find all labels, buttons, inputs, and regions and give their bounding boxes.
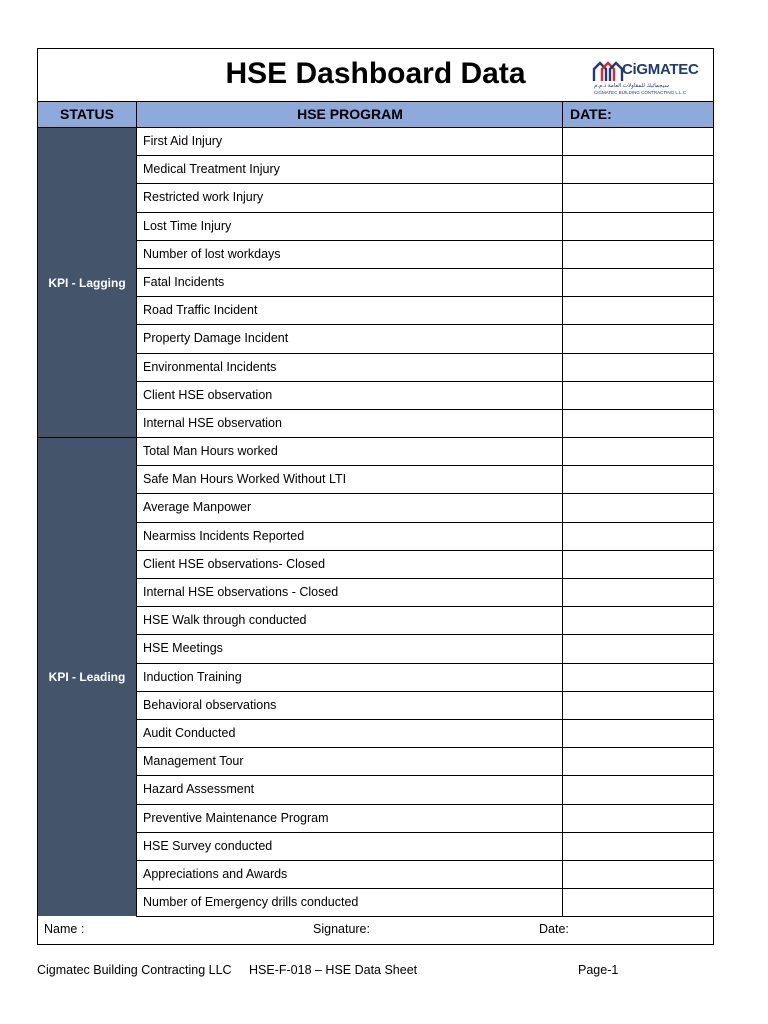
- table-row: [136, 269, 713, 297]
- status-cell-kpi-lagging: KPI - Lagging: [38, 128, 136, 438]
- header-status: STATUS: [60, 106, 114, 122]
- date-entry-cell[interactable]: [562, 494, 713, 521]
- hse-program-item: Lost Time Injury: [136, 213, 562, 240]
- date-entry-cell[interactable]: [562, 720, 713, 747]
- date-entry-cell[interactable]: [562, 833, 713, 860]
- signature-label: Signature:: [313, 922, 370, 936]
- table-header: [38, 101, 713, 128]
- table-row: [136, 551, 713, 579]
- date-entry-cell[interactable]: [562, 297, 713, 324]
- hse-program-item: Hazard Assessment: [136, 776, 562, 803]
- table-row: [136, 241, 713, 269]
- table-row: [136, 128, 713, 156]
- hse-data-sheet: [37, 48, 714, 945]
- footer-form-code: HSE-F-018 – HSE Data Sheet: [249, 963, 418, 977]
- signature-date-label: Date:: [539, 922, 569, 936]
- date-entry-cell[interactable]: [562, 551, 713, 578]
- hse-program-item: Nearmiss Incidents Reported: [136, 523, 562, 550]
- table-row: [136, 748, 713, 776]
- table-row: [136, 156, 713, 184]
- date-entry-cell[interactable]: [562, 523, 713, 550]
- hse-program-rows: [136, 128, 713, 917]
- hse-program-item: Management Tour: [136, 748, 562, 775]
- table-row: [136, 664, 713, 692]
- header-hse-program: HSE PROGRAM: [136, 102, 563, 127]
- table-row: [136, 382, 713, 410]
- date-entry-cell[interactable]: [562, 325, 713, 352]
- hse-program-item: Property Damage Incident: [136, 325, 562, 352]
- table-row: [136, 805, 713, 833]
- hse-program-item: HSE Meetings: [136, 635, 562, 662]
- date-entry-cell[interactable]: [562, 664, 713, 691]
- hse-program-item: HSE Walk through conducted: [136, 607, 562, 634]
- header-date: DATE:: [562, 102, 713, 127]
- date-entry-cell[interactable]: [562, 607, 713, 634]
- date-entry-cell[interactable]: [562, 382, 713, 409]
- hse-program-item: Number of Emergency drills conducted: [136, 889, 562, 916]
- signature-row: [38, 916, 713, 944]
- hse-program-item: Road Traffic Incident: [136, 297, 562, 324]
- date-entry-cell[interactable]: [562, 805, 713, 832]
- table-row: [136, 325, 713, 353]
- hse-program-item: Induction Training: [136, 664, 562, 691]
- date-entry-cell[interactable]: [562, 889, 713, 916]
- hse-program-item: Total Man Hours worked: [136, 438, 562, 465]
- hse-program-item: First Aid Injury: [136, 128, 562, 155]
- hse-program-item: Average Manpower: [136, 494, 562, 521]
- date-entry-cell[interactable]: [562, 241, 713, 268]
- date-entry-cell[interactable]: [562, 466, 713, 493]
- date-entry-cell[interactable]: [562, 354, 713, 381]
- logo-arabic-text: سيجماتيك للمقاولات العامة ذ.م.م: [594, 83, 669, 89]
- hse-program-item: Behavioral observations: [136, 692, 562, 719]
- page-title: HSE Dashboard Data: [225, 57, 526, 90]
- hse-program-item: Preventive Maintenance Program: [136, 805, 562, 832]
- date-entry-cell[interactable]: [562, 776, 713, 803]
- hse-program-item: Restricted work Injury: [136, 184, 562, 211]
- date-entry-cell[interactable]: [562, 184, 713, 211]
- date-entry-cell[interactable]: [562, 128, 713, 155]
- hse-program-item: HSE Survey conducted: [136, 833, 562, 860]
- table-row: [136, 776, 713, 804]
- table-row: [136, 494, 713, 522]
- table-row: [136, 635, 713, 663]
- table-row: [136, 607, 713, 635]
- table-row: [136, 692, 713, 720]
- hse-program-item: Number of lost workdays: [136, 241, 562, 268]
- cigmatec-logo-icon: [592, 59, 626, 83]
- date-entry-cell[interactable]: [562, 692, 713, 719]
- hse-program-item: Client HSE observation: [136, 382, 562, 409]
- date-entry-cell[interactable]: [562, 410, 713, 437]
- date-entry-cell[interactable]: [562, 269, 713, 296]
- table-row: [136, 184, 713, 212]
- date-entry-cell[interactable]: [562, 438, 713, 465]
- hse-program-item: Environmental Incidents: [136, 354, 562, 381]
- table-row: [136, 579, 713, 607]
- hse-program-item: Appreciations and Awards: [136, 861, 562, 888]
- date-entry-cell[interactable]: [562, 213, 713, 240]
- table-row: [136, 438, 713, 466]
- table-row: [136, 523, 713, 551]
- logo-brand-text: CiGMATEC: [622, 61, 699, 78]
- date-entry-cell[interactable]: [562, 579, 713, 606]
- table-row: [136, 720, 713, 748]
- date-entry-cell[interactable]: [562, 748, 713, 775]
- table-row: [136, 354, 713, 382]
- hse-program-item: Safe Man Hours Worked Without LTI: [136, 466, 562, 493]
- logo-english-text: CIGMATEC BUILDING CONTRACTING L.L.C: [594, 90, 687, 95]
- date-entry-cell[interactable]: [562, 156, 713, 183]
- date-entry-cell[interactable]: [562, 861, 713, 888]
- company-logo: [586, 55, 704, 99]
- date-entry-cell[interactable]: [562, 635, 713, 662]
- name-label: Name :: [44, 922, 85, 936]
- table-row: [136, 861, 713, 889]
- status-cell-kpi-leading: KPI - Leading: [38, 438, 136, 916]
- footer-page-number: Page-1: [578, 963, 619, 977]
- hse-program-item: Fatal Incidents: [136, 269, 562, 296]
- hse-program-item: Client HSE observations- Closed: [136, 551, 562, 578]
- footer-company: Cigmatec Building Contracting LLC: [37, 963, 232, 977]
- table-row: [136, 466, 713, 494]
- title-row: [38, 49, 713, 101]
- table-row: [136, 833, 713, 861]
- table-row: [136, 410, 713, 438]
- table-row: [136, 297, 713, 325]
- hse-program-item: Audit Conducted: [136, 720, 562, 747]
- table-row: [136, 213, 713, 241]
- table-row: [136, 889, 713, 917]
- hse-program-item: Internal HSE observation: [136, 410, 562, 437]
- hse-program-item: Medical Treatment Injury: [136, 156, 562, 183]
- hse-program-item: Internal HSE observations - Closed: [136, 579, 562, 606]
